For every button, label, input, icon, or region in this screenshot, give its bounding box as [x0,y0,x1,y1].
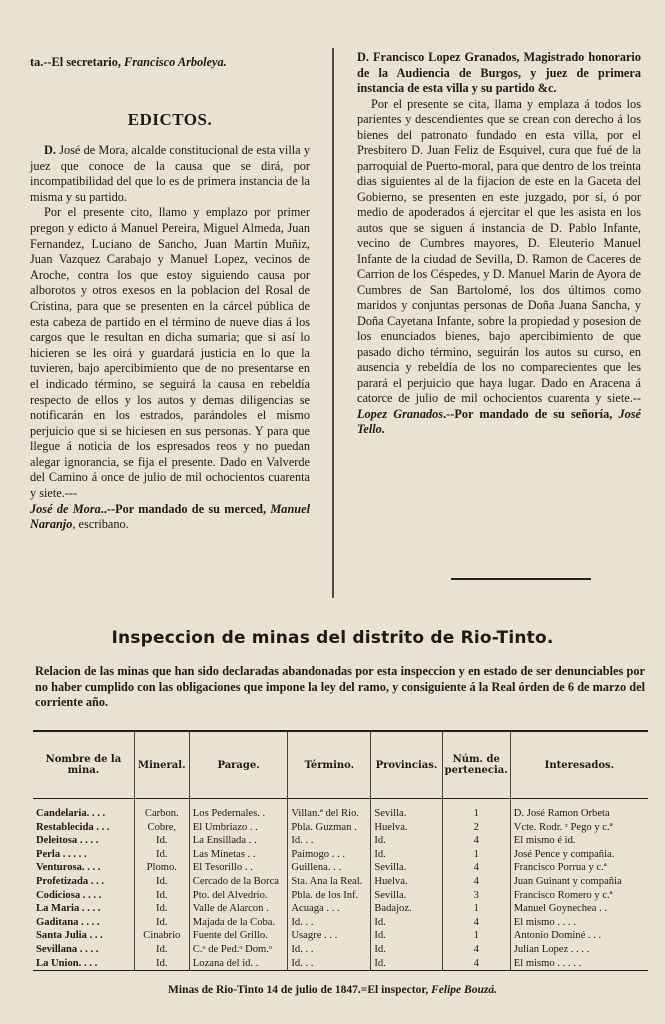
cell-parage: Fuente del Grillo. [189,929,288,943]
cell-parage: Pto. del Alvedrio. [189,889,288,903]
cell-provincia: Id. [371,943,442,957]
cell-nombre: Deleitosa . . . . [36,835,99,847]
cell-provincia: Sevilla. [371,799,442,821]
left-edict-signature-1: José de Mora [30,501,101,516]
cell-provincia: Huelva. [371,875,442,889]
cell-nombre: Restablecida . . . [36,821,110,833]
cell-num: 4 [442,861,510,875]
secretary-signature: Francisco Arboleya. [124,55,227,69]
inspection-title: Inspeccion de minas del distrito de Rio-Tinto. [111,628,554,648]
header-mineral: Mineral. [134,731,189,799]
cell-parage: Los Pedernales. . [189,799,288,821]
table-row [33,889,648,903]
left-edict [30,143,310,533]
cell-num: 4 [442,943,510,957]
right-edict-signature-1: Lopez Granados [357,406,444,421]
table-row [33,916,648,930]
header-nombre: Nombre de la mina. [33,731,134,799]
cell-interesados: Manuel Goynechea . . [510,902,648,916]
right-edict-body: Por el presente se cita, llama y emplaza á todos los parientes y descendientes que se crean con derecho á los bienes del patronato fundado en esta villa, por el Presbítero D. Juan Feliz de Esquivel, cura que fué de la parroquial de Puerto-moral, para que dentro de los treinta dias siguientes al de la fijacion de este en la Gaceta del Gobierno, se presenten en este juzgado, por sí, ó por medio de apoderados á ejercitar el que les asista en los autos que se siguen á instancia de D. Pablo Infante, vecino de Cumbres mayores, D. Eleuterio Manuel Infante de la ciudad de Sevilla, D. Ramon de Caceres de Carrion de los Céspedes, y D. Manuel Marin de Ayora de Cumbres de San Bartolomé, los dos últimos como maridos y conjuntas personas de Doña Juana Sancha, y Doña Cayetana Infante, sobre la propiedad y posesion de los enunciados bienes, bajo apercibimiento de que pasado dicho término, seguirán los autos su curso, en ausencia y rebeldía de los no comparecientes que les parará el perjuicio que haya lugar. Dado en Aracena á catorce de julio de mil ochocientos cuarenta y siete.--Lopez Granados.--Por mandado de su señoría, José Tello. [357,96,641,436]
edictos-heading: EDICTOS. [127,110,213,129]
cell-parage: Valle de Alarcon . [189,902,288,916]
cell-mineral: Id. [134,943,189,957]
cell-termino: Pbla. Guzman . [288,821,371,835]
header-num: Núm. de pertenecia. [442,731,510,799]
right-edict-signature-2: José Tello. [357,406,641,436]
cell-provincia: Sevilla. [371,861,442,875]
table-row [33,875,648,889]
table-row [33,821,648,835]
secretary-line [30,55,310,70]
cell-num: 4 [442,916,510,930]
cell-provincia: Badajoz. [371,902,442,916]
cell-termino: Id. . . [288,834,371,848]
cell-provincia: Id. [371,929,442,943]
cell-provincia: Id. [371,916,442,930]
cell-mineral: Id. [134,889,189,903]
cell-mineral: Id. [134,848,189,862]
cell-termino: Sta. Ana la Real. [288,875,371,889]
table-row [33,943,648,957]
cell-nombre: Candelaria. . . . [36,808,106,819]
cell-num: 1 [442,902,510,916]
cell-nombre: Venturosa. . . . [36,862,101,874]
cell-provincia: Id. [371,834,442,848]
cell-termino: Acuaga . . . [288,902,371,916]
cell-num: 2 [442,821,510,835]
cell-nombre: Perla . . . . . [36,848,87,860]
cell-nombre: La Union. . . . [33,957,134,971]
cell-termino: Paimogo . . . [288,848,371,862]
cell-termino: Villan.ª del Rio. [288,799,371,821]
cell-nombre: Profetizada . . . [36,875,105,887]
left-edict-intro: D. José de Mora, alcalde constitucional de esta villa y juez que conoce de la causa que se dirá, por incompatibilidad del que lo es de primera instancia de la misma y su partido. [30,143,310,204]
cell-interesados: El mismo . . . . . [510,957,648,971]
cell-num: 1 [442,929,510,943]
cell-termino: Usagre . . . [288,929,371,943]
cell-parage: El Umbriazo . . [189,821,288,835]
cell-mineral: Id. [134,916,189,930]
cell-termino: Id. . . [288,916,371,930]
table-row [33,957,648,971]
table-row [33,929,648,943]
cell-nombre: Santa Julia . . . [36,930,103,942]
header-interesados: Interesados. [510,731,648,799]
cell-provincia: Id. [371,848,442,862]
cell-nombre: Sevillana . . . . [36,943,99,955]
right-edict [357,50,641,438]
cell-num: 3 [442,889,510,903]
cell-parage: La Ensillada . . [189,834,288,848]
cell-parage: Lozana del id. . [189,957,288,971]
cell-num: 1 [442,848,510,862]
cell-nombre: Codiciosa . . . . [36,889,102,901]
inspection-footer [0,984,665,996]
header-provincias: Provincias. [371,731,442,799]
table-header-row [33,731,648,799]
cell-interesados: José Pence y compañia. [510,848,648,862]
table-row [33,861,648,875]
cell-mineral: Id. [134,902,189,916]
cell-provincia: Id. [371,957,442,971]
cell-interesados: Juan Guinant y compañia [510,875,648,889]
cell-provincia: Huelva. [371,821,442,835]
cell-mineral: Id. [134,957,189,971]
header-parage: Parage. [189,731,288,799]
cell-interesados: El mismo é id. [510,834,648,848]
cell-interesados: Julian Lopez . . . . [510,943,648,957]
table-row [33,799,648,821]
cell-termino: Id. . . [288,943,371,957]
cell-num: 1 [442,799,510,821]
cell-interesados: Francisco Romero y c.ª [510,889,648,903]
cell-interesados: Francisco Porrua y c.ª [510,861,648,875]
cell-mineral: Cobre, [134,821,189,835]
footer-text: Minas de Rio-Tinto 14 de julio de 1847.=El inspector, [168,984,432,996]
left-edict-body: Por el presente cito, llamo y emplazo por primer pregon y edicto á Manuel Pereira, Miguel Almeda, Juan Fernandez, Luciano de Sancho, Juan Martin Muñiz, Juan Vazquez Carabajo y Manuel Lopez, vecinos de Aroche, contra los que estoy siguiendo causa por alborotos y otros exesos en la poblacion del Rosal de Cristina, para que se presenten en la cárcel pública de esta cabeza de partido en el término de nueve dias á los cargos que le resultan en dicha sumaria; que si así lo hicieren se les oirá y guardará justicia en lo que la tuvieren, bajo apercibimiento que de no presentarse en el indicado término, se seguirá la causa en rebeldía respecto de ellos y los autos y demas diligencias se notificarán en los estrados, parándoles el mismo perjuicio que si se hiciesen en sus personas. Y para que llegue á noticia de los espresados reos y no puedan alegar ignorancia, se fija el presente. Dado en Valverde del Camino á once de julio de mil ochocientos cuarenta y siete.--- José de Mora..--Por mandado de su merced, Manuel Naranjo, escribano. [30,205,310,532]
cell-provincia: Sevilla. [371,889,442,903]
cell-interesados: Antonio Dominé . . . [510,929,648,943]
table-row [33,902,648,916]
cell-parage: Cercado de la Borca [189,875,288,889]
right-edict-header: D. Francisco Lopez Granados, Magistrado honorario de la Audiencia de Burgos, y juez de primera instancia de esta villa y su partido &c. [357,50,641,95]
cell-mineral: Carbon. [134,799,189,821]
cell-nombre: La Maria . . . . [36,903,101,915]
cell-mineral: Cinabrio [134,929,189,943]
cell-termino: Pbla. de los Inf. [288,889,371,903]
cell-mineral: Id. [134,875,189,889]
cell-parage: Las Minetas . . [189,848,288,862]
inspection-relacion: Relacion de las minas que han sido declaradas abandonadas por esta inspeccion y en estado de ser denunciables por no haber cumplido con las obligaciones que impone la ley del ramo, y consiguiente á la Real órden de 6 de marzo del corriente año. [35,664,645,709]
cell-interesados: D. José Ramon Orbeta [510,799,648,821]
footer-signature: Felipe Bouzá. [431,984,497,996]
column-divider [332,48,334,598]
cell-mineral: Id. [134,834,189,848]
mines-table [33,730,648,971]
cell-parage: C.ᵒ de Ped.ᵒ Dom.ᵒ [189,943,288,957]
cell-num: 4 [442,957,510,971]
cell-num: 4 [442,834,510,848]
cell-num: 4 [442,875,510,889]
left-edict-signature-2: Manuel Naranjo [30,501,310,532]
secretary-prefix: ta.--El secretario, [30,55,125,69]
cell-termino: Guillena. . . [288,861,371,875]
cell-parage: El Tesorillo . . [189,861,288,875]
section-divider [451,578,591,580]
cell-mineral: Plomo. [134,861,189,875]
header-termino: Término. [288,731,371,799]
table-row [33,834,648,848]
cell-interesados: Vcte. Rodr. ᶻ Pego y c.ª [510,821,648,835]
cell-nombre: Gaditana . . . . [36,916,100,928]
mines-table-body [33,799,648,971]
cell-parage: Majada de la Coba. [189,916,288,930]
cell-interesados: El mismo . . . . [510,916,648,930]
cell-termino: Id. . . [288,957,371,971]
table-row [33,848,648,862]
